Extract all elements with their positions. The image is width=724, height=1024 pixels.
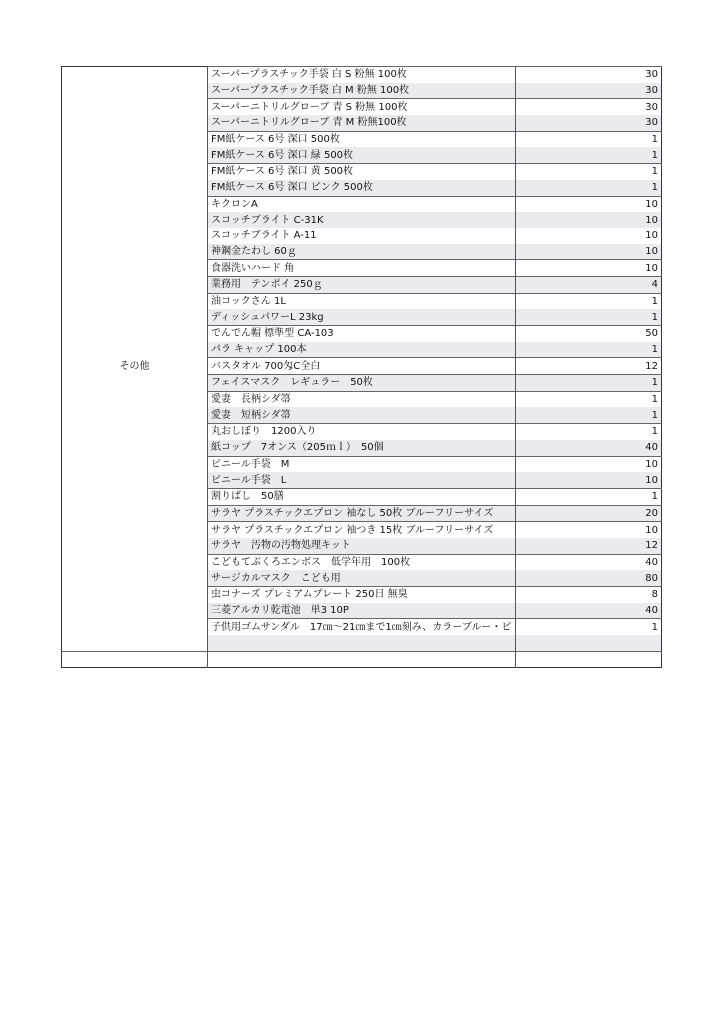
- item-name-cell: 神鋼金たわし 60ｇ: [208, 244, 516, 260]
- item-name-cell: ディッシュパワーL 23kg: [208, 309, 516, 325]
- table-row: [62, 358, 662, 375]
- table-row: [62, 196, 662, 212]
- item-name-cell: サラヤ プラスチックエプロン 袖つき 15枚 ブルーフリーサイズ: [208, 522, 516, 538]
- quantity-cell: 1: [516, 164, 662, 180]
- category-cell: [62, 651, 208, 668]
- item-name-cell: [208, 635, 516, 651]
- item-name-cell: こどもてぶくろエンボス 低学年用 100枚: [208, 554, 516, 570]
- item-name-cell: 子供用ゴムサンダル 17㎝～21㎝まで1㎝刻み、カラーブルー・ピ: [208, 619, 516, 635]
- quantity-cell: 1: [516, 407, 662, 423]
- table-row: [62, 456, 662, 472]
- category-cell: [62, 407, 208, 423]
- table-row: [62, 472, 662, 488]
- category-cell: [62, 244, 208, 260]
- quantity-cell: 12: [516, 358, 662, 375]
- category-cell: [62, 472, 208, 488]
- table-row: [62, 619, 662, 635]
- quantity-cell: 10: [516, 244, 662, 260]
- category-cell: [62, 619, 208, 635]
- item-name-cell: 丸おしぼり 1200入り: [208, 424, 516, 440]
- table-row: [62, 180, 662, 196]
- quantity-cell: 10: [516, 212, 662, 228]
- quantity-cell: 1: [516, 342, 662, 358]
- table-row: [62, 391, 662, 407]
- item-name-cell: サラヤ 汚物の汚物処理キット: [208, 538, 516, 554]
- quantity-cell: 20: [516, 505, 662, 522]
- quantity-cell: 1: [516, 391, 662, 407]
- item-name-cell: スコッチブライト C-31K: [208, 212, 516, 228]
- item-name-cell: キクロンA: [208, 196, 516, 212]
- table-row: [62, 522, 662, 538]
- quantity-cell: 40: [516, 603, 662, 619]
- item-name-cell: FM紙ケース 6号 深口 緑 500枚: [208, 147, 516, 163]
- table-row: [62, 326, 662, 342]
- quantity-cell: [516, 635, 662, 651]
- quantity-cell: 40: [516, 440, 662, 456]
- quantity-cell: 10: [516, 196, 662, 212]
- quantity-cell: 10: [516, 472, 662, 488]
- table-row: [62, 488, 662, 505]
- category-cell: [62, 587, 208, 603]
- category-cell: [62, 293, 208, 309]
- quantity-cell: 80: [516, 570, 662, 586]
- category-cell: [62, 260, 208, 277]
- item-name-cell: 愛妻 長柄シダ箒: [208, 391, 516, 407]
- item-name-cell: FM紙ケース 6号 深口 500枚: [208, 131, 516, 147]
- table-row: [62, 293, 662, 309]
- quantity-cell: 1: [516, 424, 662, 440]
- category-cell: [62, 228, 208, 244]
- category-cell: [62, 440, 208, 456]
- quantity-cell: 4: [516, 276, 662, 293]
- category-cell: [62, 603, 208, 619]
- table-row: [62, 67, 662, 83]
- item-name-cell: サージカルマスク こども用: [208, 570, 516, 586]
- table-row: [62, 228, 662, 244]
- table-row: [62, 99, 662, 115]
- table-row: [62, 440, 662, 456]
- category-cell: [62, 276, 208, 293]
- quantity-cell: 1: [516, 309, 662, 325]
- item-name-cell: ビニール手袋 L: [208, 472, 516, 488]
- item-name-cell: スーパープラスチック手袋 白 S 粉無 100枚: [208, 67, 516, 83]
- table-row: [62, 635, 662, 651]
- table-row: [62, 115, 662, 131]
- category-cell: [62, 196, 208, 212]
- category-cell: [62, 67, 208, 83]
- item-name-cell: スーパープラスチック手袋 白 M 粉無 100枚: [208, 83, 516, 99]
- table-row: [62, 424, 662, 440]
- product-table-body: [62, 67, 662, 668]
- quantity-cell: 1: [516, 147, 662, 163]
- table-row: [62, 309, 662, 325]
- quantity-cell: 30: [516, 99, 662, 115]
- category-cell: [62, 326, 208, 342]
- category-cell: [62, 309, 208, 325]
- category-cell: [62, 131, 208, 147]
- category-cell: [62, 391, 208, 407]
- category-cell: [62, 538, 208, 554]
- table-row: [62, 538, 662, 554]
- category-cell: [62, 115, 208, 131]
- item-name-cell: 三菱アルカリ乾電池 単3 10P: [208, 603, 516, 619]
- table-row: [62, 164, 662, 180]
- table-row: [62, 212, 662, 228]
- product-table-wrapper: [61, 66, 661, 668]
- item-name-cell: 虫コナーズ プレミアムプレート 250日 無臭: [208, 587, 516, 603]
- table-row: [62, 131, 662, 147]
- category-cell: [62, 83, 208, 99]
- category-cell: [62, 488, 208, 505]
- category-cell: [62, 522, 208, 538]
- category-cell: [62, 505, 208, 522]
- quantity-cell: 1: [516, 293, 662, 309]
- category-cell: [62, 212, 208, 228]
- table-row: [62, 570, 662, 586]
- quantity-cell: 1: [516, 375, 662, 392]
- quantity-cell: 1: [516, 180, 662, 196]
- quantity-cell: 10: [516, 522, 662, 538]
- quantity-cell: 30: [516, 115, 662, 131]
- table-row: [62, 276, 662, 293]
- item-name-cell: [208, 651, 516, 668]
- quantity-cell: 50: [516, 326, 662, 342]
- table-row: [62, 147, 662, 163]
- quantity-cell: 10: [516, 260, 662, 277]
- table-row: [62, 260, 662, 277]
- item-name-cell: FM紙ケース 6号 深口 ピンク 500枚: [208, 180, 516, 196]
- category-cell: [62, 180, 208, 196]
- quantity-cell: 1: [516, 619, 662, 635]
- category-cell: [62, 147, 208, 163]
- item-name-cell: ビニール手袋 M: [208, 456, 516, 472]
- category-cell: [62, 342, 208, 358]
- quantity-cell: 1: [516, 131, 662, 147]
- quantity-cell: 10: [645, 230, 658, 242]
- product-table: [61, 66, 662, 668]
- category-cell: [62, 424, 208, 440]
- category-cell: [62, 375, 208, 392]
- quantity-cell: 12: [516, 538, 662, 554]
- category-cell: [62, 570, 208, 586]
- quantity-cell: 8: [516, 587, 662, 603]
- quantity-cell: 40: [516, 554, 662, 570]
- table-row: [62, 83, 662, 99]
- category-cell: その他: [62, 358, 208, 375]
- item-name-cell: 割りばし 50膳: [208, 488, 516, 505]
- table-row: [62, 505, 662, 522]
- table-row: [62, 407, 662, 423]
- quantity-cell: [516, 651, 662, 668]
- item-name-cell: 業務用 テンポイ 250ｇ: [208, 276, 516, 293]
- quantity-cell: 30: [516, 83, 662, 99]
- table-row: [62, 342, 662, 358]
- table-row: [62, 375, 662, 392]
- item-name-cell: 油コックさん 1L: [208, 293, 516, 309]
- quantity-cell: 30: [516, 67, 662, 83]
- item-name-cell: フェイスマスク レギュラー 50枚: [208, 375, 516, 392]
- item-name-cell: 食器洗いハード 角: [208, 260, 516, 277]
- table-row: [62, 651, 662, 668]
- item-name-cell: バスタオル 700匁C全白: [208, 358, 516, 375]
- item-name-cell: FM紙ケース 6号 深口 黄 500枚: [208, 164, 516, 180]
- table-row: [62, 554, 662, 570]
- item-name-cell: スーパーニトリルグローブ 青 M 粉無100枚: [208, 115, 516, 131]
- quantity-cell: 1: [516, 488, 662, 505]
- table-row: [62, 244, 662, 260]
- item-name-cell: スコッチブライト A-11: [208, 228, 516, 244]
- table-row: [62, 603, 662, 619]
- item-name-cell: スーパーニトリルグローブ 青 S 粉無 100枚: [208, 99, 516, 115]
- item-name-cell: 紙コップ 7オンス（205ｍｌ） 50個: [208, 440, 516, 456]
- item-name-cell: 愛妻 短柄シダ箒: [208, 407, 516, 423]
- category-cell: [62, 164, 208, 180]
- item-name-cell: パラ キャップ 100本: [208, 342, 516, 358]
- table-row: [62, 587, 662, 603]
- category-cell: [62, 99, 208, 115]
- category-cell: [62, 456, 208, 472]
- category-cell: [62, 554, 208, 570]
- item-name-cell: サラヤ プラスチックエプロン 袖なし 50枚 ブルーフリーサイズ: [208, 505, 516, 522]
- item-name-cell: でんでん帽 標準型 CA-103: [208, 326, 516, 342]
- category-cell: [62, 635, 208, 651]
- quantity-cell: 10: [516, 456, 662, 472]
